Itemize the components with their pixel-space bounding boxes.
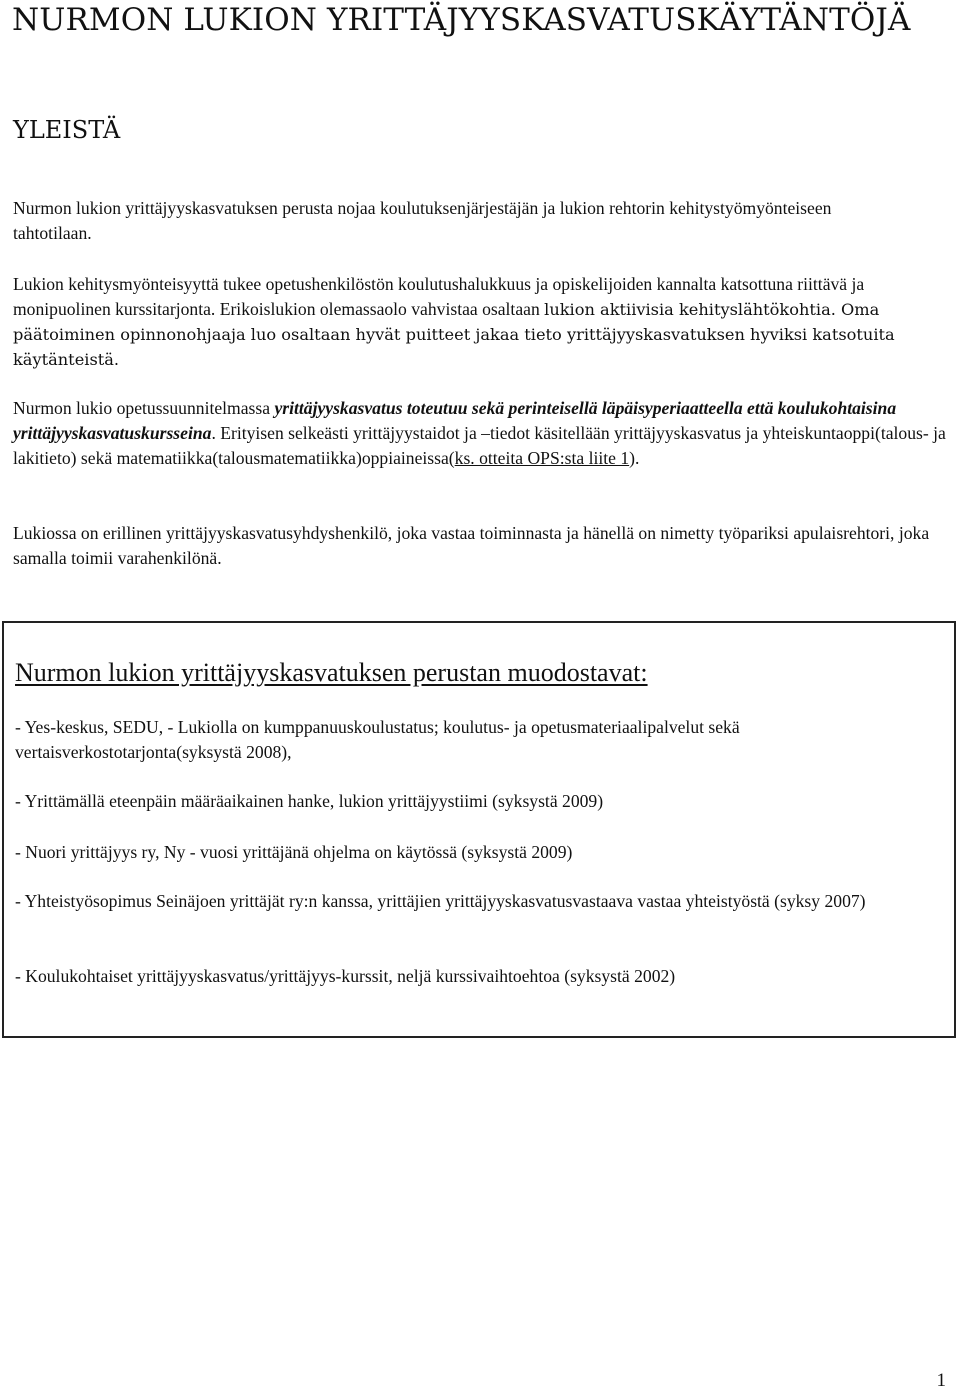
paragraph-curriculum-text3: ).: [629, 448, 640, 468]
list-item: - Yes-keskus, SEDU, - Lukiolla on kumppanuuskoulustatus; koulutus- ja opetusmateriaalipalvelut sekä vertaisverkostotarjonta(syksystä 2008),: [15, 717, 740, 762]
paragraph-curriculum-text1: Nurmon lukio opetussuunnitelmassa: [13, 398, 275, 418]
foundation-box-heading: Nurmon lukion yrittäjyyskasvatuksen perustan muodostavat:: [15, 658, 648, 687]
list-item: - Koulukohtaiset yrittäjyyskasvatus/yrittäjyys-kurssit, neljä kurssivaihtoehtoa (syksystä 2002): [15, 966, 676, 986]
paragraph-contact-person: Lukiossa on erillinen yrittäjyyskasvatusyhdyshenkilö, joka vastaa toiminnasta ja hänellä on nimetty työpariksi apulaisrehtori, joka samalla toimii varahenkilönä.: [13, 523, 930, 568]
ops-reference-link[interactable]: ks. otteita OPS:sta liite 1: [454, 448, 630, 468]
list-item: - Yhteistyösopimus Seinäjoen yrittäjät ry:n kanssa, yrittäjien yrittäjyyskasvatusvastaava vastaa yhteistyöstä (syksy 2007): [15, 891, 866, 911]
page-number: 1: [936, 1370, 946, 1391]
list-item: - Yrittämällä eteenpäin määräaikainen hanke, lukion yrittäjyystiimi (syksystä 2009): [15, 791, 604, 811]
paragraph-foundation: Nurmon lukion yrittäjyyskasvatuksen perusta nojaa koulutuksenjärjestäjän ja lukion rehtorin kehitystyömyönteiseen tahtotilaan.: [13, 198, 832, 243]
paragraph-curriculum-text2: . Erityisen selkeästi yrittäjyystaidot ja –tiedot käsitellään yrittäjyyskasvatus ja yhteiskuntaoppi(talous- ja lakitieto) sekä matematiikka(talousmatematiikka)oppiaineissa(: [13, 423, 946, 468]
page-title: NURMON LUKION YRITTÄJYYSKASVATUSKÄYTÄNTÖJÄ: [12, 2, 911, 38]
list-item: - Nuori yrittäjyys ry, Ny - vuosi yrittäjänä ohjelma on käytössä (syksystä 2009): [15, 842, 573, 862]
paragraph-curriculum: [13, 396, 948, 471]
section-heading-yleista: YLEISTÄ: [13, 116, 121, 144]
paragraph-curriculum-emphasis: yrittäjyyskasvatus toteutuu sekä perinteisellä läpäisyperiaatteella että koulukohtaisina yrittäjyyskasvatuskursseina: [13, 398, 897, 443]
paragraph-development-part1: Lukion kehitysmyönteisyyttä tukee opetushenkilöstön koulutushalukkuus ja opiskelijoiden kannalta katsottuna riittävä ja monipuolinen kurssitarjonta. Erikoislukion olemassaolo vahvistaa osaltaan: [13, 274, 865, 319]
paragraph-development-part2: lukion aktiivisia kehityslähtökohtia. Oma päätoiminen opinnonohjaaja luo osaltaan hyvät puitteet jakaa tieto yrittäjyyskasvatuksen hyviksi katsotuita käytänteistä.: [13, 300, 895, 369]
foundation-box: [2, 621, 956, 1038]
paragraph-development: [13, 272, 938, 372]
